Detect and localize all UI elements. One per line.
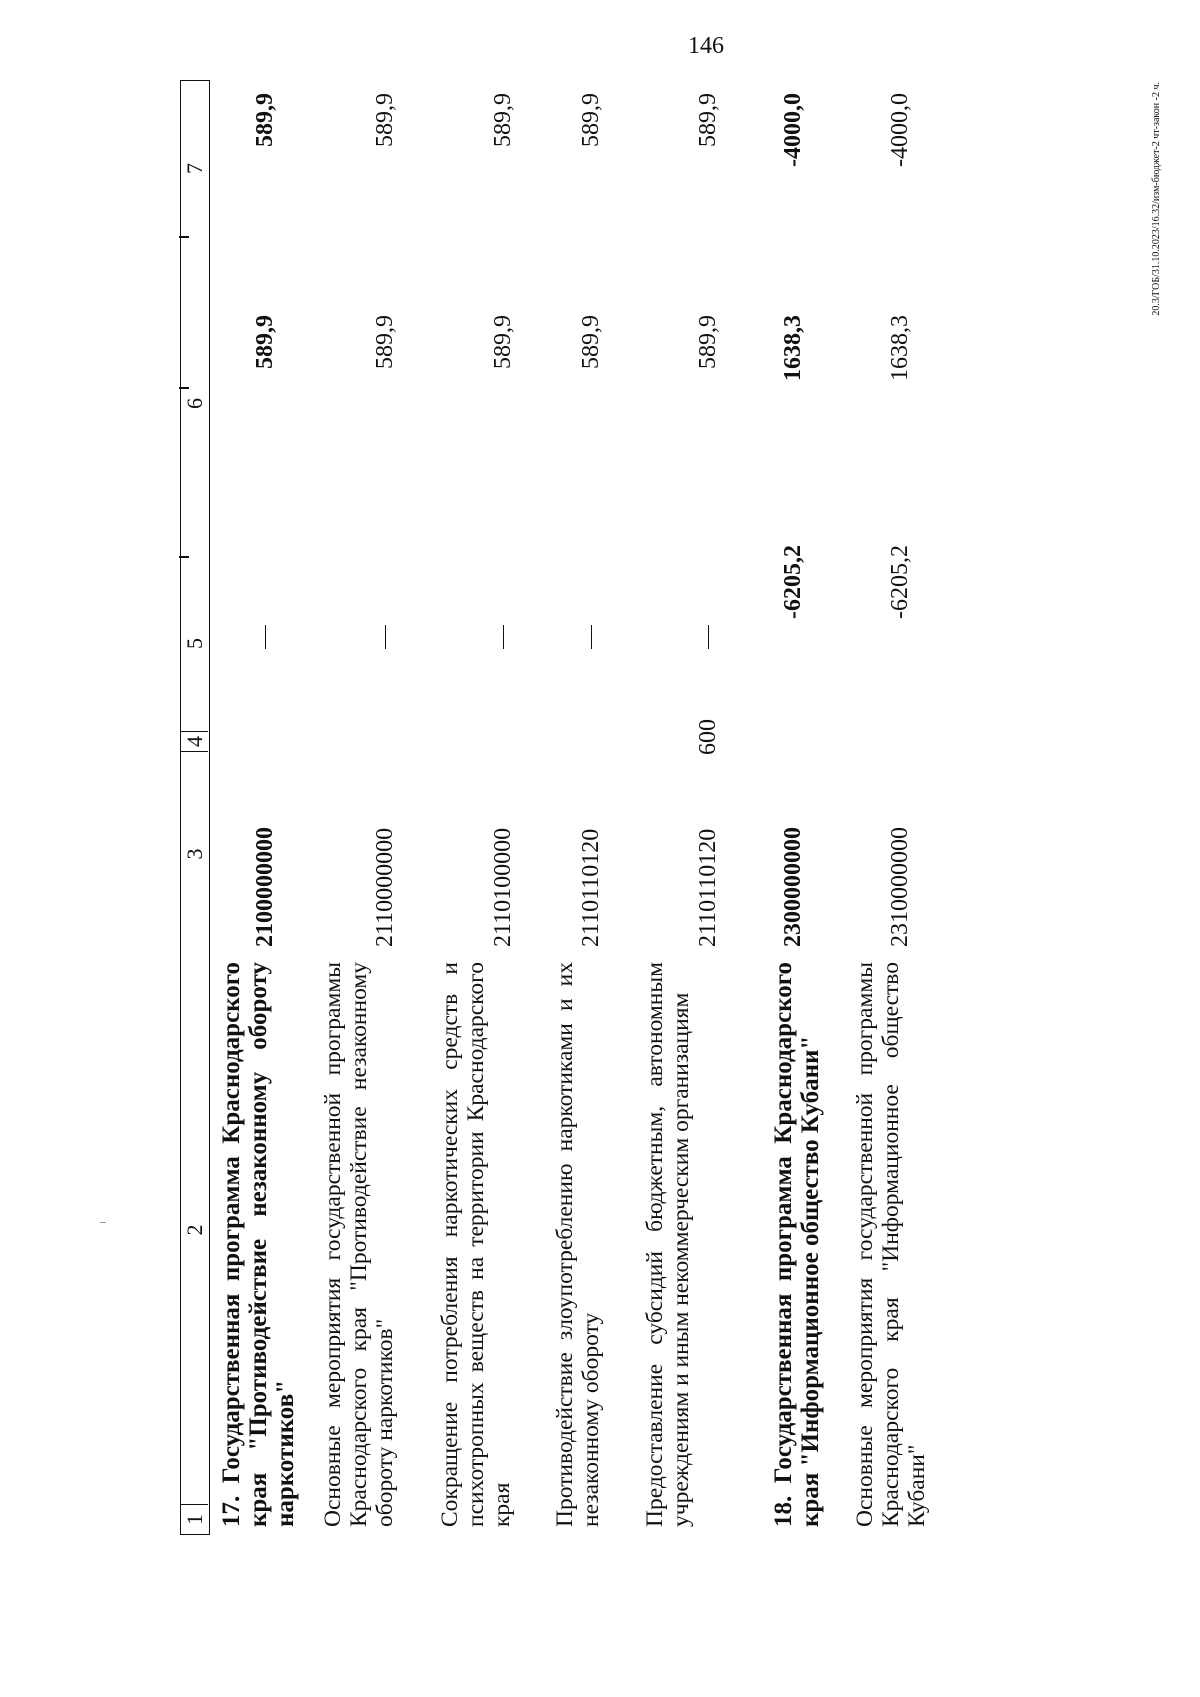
table-header-row [180, 80, 210, 1535]
header-col-1: 1 [181, 1504, 208, 1534]
row-col7: 589,9 [490, 93, 516, 147]
row-description: Противодействие злоупотреблению наркотиками и их незаконному обороту [552, 962, 604, 1527]
row-description: Основные мероприятия государственной программы Краснодарского края "Информационное общество Кубани" [852, 962, 930, 1527]
row-description-text: Государственная программа Краснодарского края "Информационное общество Кубани" [770, 962, 824, 1527]
header-col-6: 6 [182, 398, 207, 409]
header-col-3: 3 [181, 751, 208, 956]
row-col5 [385, 625, 386, 649]
row-col5 [265, 625, 266, 649]
row-col7: 589,9 [578, 93, 604, 147]
row-code: 2100000000 [252, 827, 278, 947]
row-col5: -6205,2 [887, 545, 913, 619]
row-code: 2110110120 [695, 828, 721, 947]
row-description-text: Государственная программа Краснодарского края "Противодействие незаконному обороту наркотиков" [218, 962, 299, 1527]
row-col5: -6205,2 [780, 545, 806, 619]
row-col7: -4000,0 [887, 93, 913, 167]
header-tick [179, 557, 189, 559]
row-col7: 589,9 [372, 93, 398, 147]
header-tick [179, 237, 189, 239]
row-description: Предоставление субсидий бюджетным, автономным учреждениям и иным некоммерческим организациям [642, 962, 694, 1527]
page-number: 146 [688, 33, 724, 59]
row-col6: 1638,3 [780, 315, 806, 381]
header-col-4: 4 [181, 731, 208, 751]
row-code: 2110100000 [490, 827, 516, 947]
row-description: Основные мероприятия государственной программы Краснодарского края "Противодействие незаконному обороту наркотиков" [320, 962, 398, 1527]
row-code: 2110000000 [372, 827, 398, 947]
header-col-5: 5 [182, 638, 207, 649]
row-description [218, 962, 299, 1527]
row-vr: 600 [695, 719, 721, 755]
header-col-2: 2 [182, 1224, 207, 1236]
row-code: 2110110120 [578, 828, 604, 947]
row-code: 2300000000 [780, 827, 806, 947]
row-col7: -4000,0 [780, 93, 806, 167]
row-number: 18. [770, 1495, 797, 1527]
budget-table [180, 80, 1065, 1535]
row-description: Сокращение потребления наркотических средств и психотропных веществ на территории Краснодарского края [437, 962, 515, 1527]
row-col6: 589,9 [695, 315, 721, 369]
row-col5 [503, 625, 504, 649]
stray-mark [100, 1222, 106, 1223]
footer-code: 20.3/ГОБ/31.10.2023/16.32/изм-бюджет-2 чт-закон -2 ч. [1151, 82, 1162, 316]
row-col6: 589,9 [372, 315, 398, 369]
row-col6: 1638,3 [887, 315, 913, 381]
row-description [770, 962, 824, 1527]
row-number: 17. [218, 1495, 245, 1527]
row-col7: 589,9 [252, 93, 278, 147]
row-col6: 589,9 [252, 315, 278, 369]
row-code: 2310000000 [887, 827, 913, 947]
row-col5 [708, 625, 709, 649]
row-col6: 589,9 [490, 315, 516, 369]
row-col7: 589,9 [695, 93, 721, 147]
row-col5 [591, 625, 592, 649]
header-tick [179, 388, 189, 390]
row-col6: 589,9 [578, 315, 604, 369]
header-col-7: 7 [182, 163, 207, 174]
